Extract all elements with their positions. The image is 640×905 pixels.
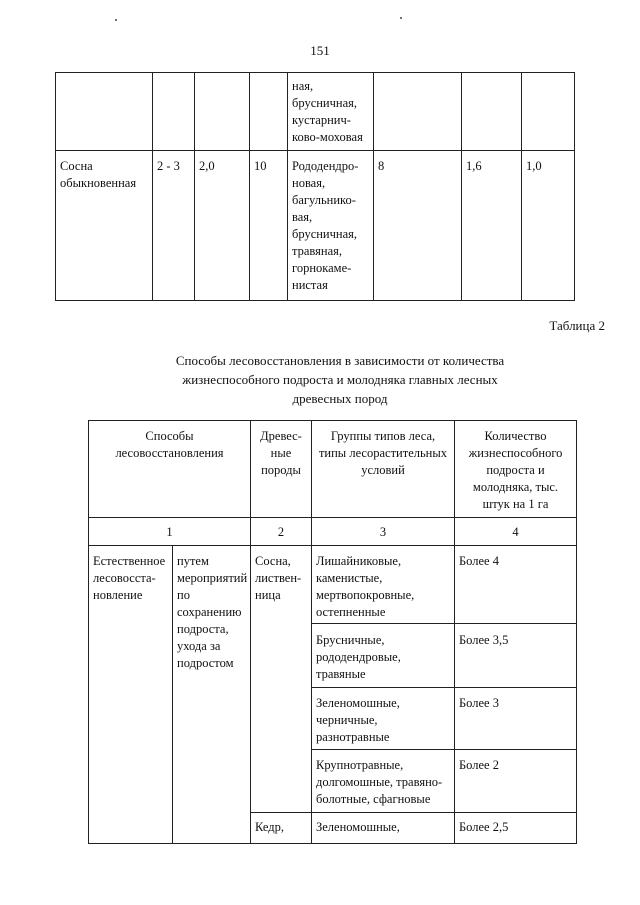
table1-col8: 1,0 <box>526 159 542 173</box>
method-detail: путем мероприятий по сохранению подроста, ухода за подростом <box>177 554 248 670</box>
column-number: 1 <box>166 525 173 539</box>
table1-col2: 2 - 3 <box>157 159 180 173</box>
table1-col4: 10 <box>254 159 267 173</box>
species-pine-larch: Сосна, листвен- ница <box>255 554 302 602</box>
quantity-value: Более 4 <box>459 554 499 568</box>
page-number: 151 <box>310 43 330 58</box>
quantity-value: Более 3 <box>459 696 499 710</box>
species-cedar: Кедр, <box>255 820 284 834</box>
table1-cont-col5: ная, брусничная, кустарнич- ково-моховая <box>292 79 363 144</box>
table1-col5: Рододендро- новая, багульнико- вая, брусничная, травяная, горнокаме- нистая <box>292 159 359 292</box>
header-species: Древес- ные породы <box>260 429 302 477</box>
quantity-value: Более 3,5 <box>459 633 509 647</box>
method-type: Естественное лесовосста- новление <box>93 554 166 602</box>
table1-col6: 8 <box>378 159 385 173</box>
quantity-value: Более 2 <box>459 758 499 772</box>
quantity-value: Более 2,5 <box>459 820 509 834</box>
column-number: 2 <box>277 525 285 539</box>
header-methods: Способы лесовосстановления <box>115 429 224 460</box>
table-caption: Способы лесовосстановления в зависимости от количества жизнеспособного подроста и молодняка главных лесных древесных пород <box>175 353 505 406</box>
header-groups: Группы типов леса, типы лесорастительных условий <box>318 429 448 477</box>
table1-col3: 2,0 <box>199 159 215 173</box>
forest-group: Зеленомошные, черничные, разнотравные <box>316 696 400 744</box>
scan-dot <box>115 19 117 21</box>
table-label: Таблица 2 <box>549 318 605 333</box>
table1-species: Сосна обыкновенная <box>60 159 137 190</box>
column-number: 3 <box>379 525 387 539</box>
header-quantity: Количество жизнеспособного подроста и молодняка, тыс. штук на 1 га <box>468 429 563 511</box>
column-number: 4 <box>512 525 519 539</box>
forest-group: Брусничные, рододендровые, травяные <box>316 633 401 681</box>
table1-col7: 1,6 <box>466 159 482 173</box>
forest-group: Зеленомошные, <box>316 820 400 834</box>
scan-dot <box>400 17 402 19</box>
forest-group: Крупнотравные, долгомошные, травяно- болотные, сфагновые <box>316 758 443 806</box>
forest-group: Лишайниковые, каменистые, мертвопокровные, остепненные <box>316 554 415 619</box>
